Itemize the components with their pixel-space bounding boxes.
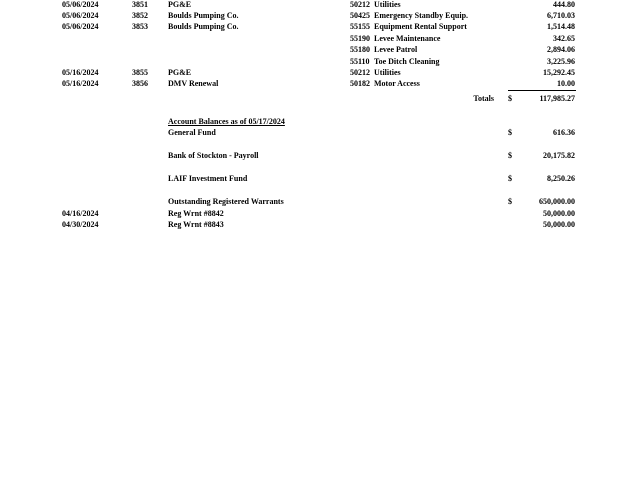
account-code: 50425 <box>350 11 370 20</box>
check-number: 3851 <box>132 0 148 9</box>
balance-label: LAIF Investment Fund <box>168 174 248 183</box>
transaction-amount: 6,710.03 <box>547 11 575 20</box>
vendor-name: PG&E <box>168 68 192 77</box>
account-code: 55155 <box>350 22 370 31</box>
totals-rule <box>508 90 576 91</box>
account-code: 50182 <box>350 79 370 88</box>
balance-currency: $ <box>508 197 512 206</box>
vendor-name: Boulds Pumping Co. <box>168 11 239 20</box>
account-code: 55190 <box>350 34 370 43</box>
warrant-date: 04/16/2024 <box>62 209 99 218</box>
warrant-label: Reg Wrnt #8842 <box>168 209 224 218</box>
balance-label: Bank of Stockton - Payroll <box>168 151 259 160</box>
account-code: 50212 <box>350 68 370 77</box>
transaction-date: 05/06/2024 <box>62 0 99 9</box>
account-description: Utilities <box>374 0 401 9</box>
check-number: 3856 <box>132 79 148 88</box>
totals-currency: $ <box>508 94 512 103</box>
transaction-amount: 15,292.45 <box>543 68 575 77</box>
check-number: 3853 <box>132 22 148 31</box>
warrant-amount: 50,000.00 <box>543 220 575 229</box>
balances-heading: Account Balances as of 05/17/2024 <box>168 117 285 126</box>
vendor-name: Boulds Pumping Co. <box>168 22 239 31</box>
warrant-label: Reg Wrnt #8843 <box>168 220 224 229</box>
balance-currency: $ <box>508 128 512 137</box>
check-number: 3852 <box>132 11 148 20</box>
totals-label: Totals <box>473 94 494 103</box>
transaction-amount: 3,225.96 <box>547 57 575 66</box>
account-description: Levee Patrol <box>374 45 418 54</box>
warrant-date: 04/30/2024 <box>62 220 99 229</box>
account-description: Utilities <box>374 68 401 77</box>
check-number: 3855 <box>132 68 148 77</box>
transaction-amount: 342.65 <box>553 34 575 43</box>
account-description: Motor Access <box>374 79 420 88</box>
transaction-date: 05/16/2024 <box>62 79 99 88</box>
account-code: 55110 <box>350 57 370 66</box>
vendor-name: DMV Renewal <box>168 79 219 88</box>
transaction-date: 05/16/2024 <box>62 68 99 77</box>
balance-currency: $ <box>508 174 512 183</box>
account-code: 55180 <box>350 45 370 54</box>
account-code: 50212 <box>350 0 370 9</box>
account-description: Toe Ditch Cleaning <box>374 57 440 66</box>
transaction-amount: 10.00 <box>557 79 575 88</box>
totals-amount: 117,985.27 <box>539 94 575 103</box>
transaction-amount: 2,894.06 <box>547 45 575 54</box>
account-description: Emergency Standby Equip. <box>374 11 469 20</box>
transaction-date: 05/06/2024 <box>62 22 99 31</box>
transaction-amount: 1,514.48 <box>547 22 575 31</box>
account-description: Equipment Rental Support <box>374 22 467 31</box>
balance-currency: $ <box>508 151 512 160</box>
balance-label: Outstanding Registered Warrants <box>168 197 284 206</box>
vendor-name: PG&E <box>168 0 192 9</box>
balance-amount: 616.36 <box>553 128 575 137</box>
warrant-amount: 50,000.00 <box>543 209 575 218</box>
balance-amount: 650,000.00 <box>539 197 575 206</box>
balance-label: General Fund <box>168 128 216 137</box>
balance-amount: 20,175.82 <box>543 151 575 160</box>
balance-amount: 8,250.26 <box>547 174 575 183</box>
transaction-amount: 444.80 <box>553 0 575 9</box>
transaction-date: 05/06/2024 <box>62 11 99 20</box>
account-description: Levee Maintenance <box>374 34 441 43</box>
